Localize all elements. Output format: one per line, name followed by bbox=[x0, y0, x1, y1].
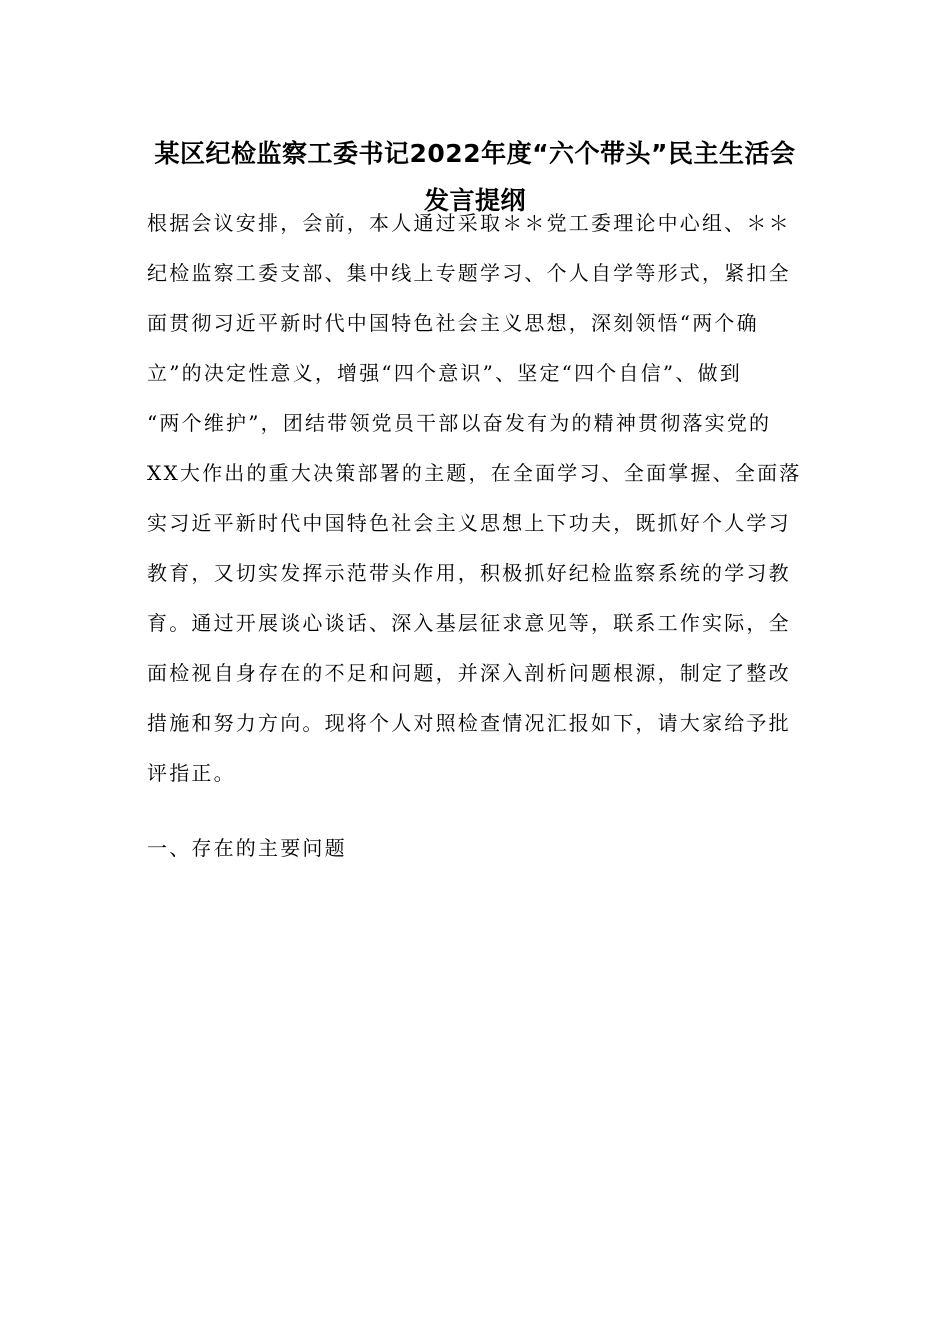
section-heading-1: 一、存在的主要问题 bbox=[147, 836, 347, 860]
paragraph-line: XX大作出的重大决策部署的主题，在全面学习、全面掌握、全面落 bbox=[147, 461, 802, 485]
paragraph-line: 纪检监察工委支部、集中线上专题学习、个人自学等形式，紧扣全 bbox=[147, 261, 791, 285]
paragraph-line: 育。通过开展谈心谈话、深入基层征求意见等，联系工作实际，全 bbox=[147, 611, 791, 635]
paragraph-line: 立”的决定性意义，增强“四个意识”、坚定“四个自信”、做到 bbox=[147, 361, 742, 385]
paragraph-line: 评指正。 bbox=[147, 761, 236, 785]
paragraph-line: 面检视自身存在的不足和问题，并深入剖析问题根源，制定了整改 bbox=[147, 661, 791, 685]
document-title-line-1: 某区纪检监察工委书记2022年度“六个带头”民主生活会 bbox=[154, 139, 796, 168]
document-title-line-2: 发言提纲 bbox=[423, 186, 526, 215]
paragraph-line: 实习近平新时代中国特色社会主义思想上下功夫，既抓好个人学习 bbox=[147, 511, 791, 535]
paragraph-line: 教育，又切实发挥示范带头作用，积极抓好纪检监察系统的学习教 bbox=[147, 561, 791, 585]
paragraph-line: 根据会议安排，会前，本人通过采取＊＊党工委理论中心组、＊＊ bbox=[147, 211, 791, 235]
paragraph-line: 面贯彻习近平新时代中国特色社会主义思想，深刻领悟“两个确 bbox=[147, 311, 759, 335]
paragraph-line: 措施和努力方向。现将个人对照检查情况汇报如下，请大家给予批 bbox=[147, 711, 791, 735]
paragraph-line: “两个维护”，团结带领党员干部以奋发有为的精神贯彻落实党的 bbox=[147, 411, 772, 435]
